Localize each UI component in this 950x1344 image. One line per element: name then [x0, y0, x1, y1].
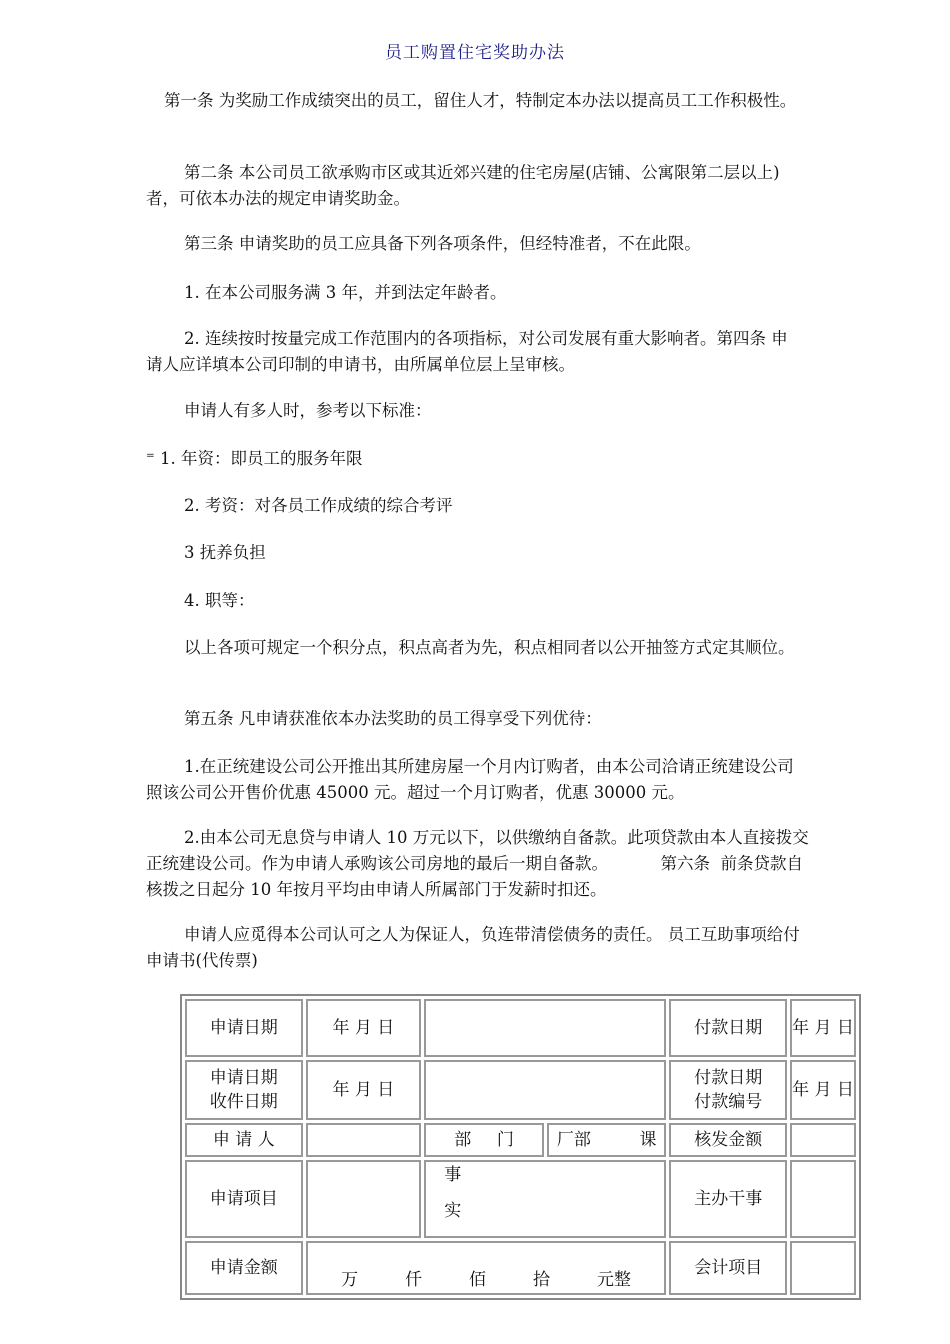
payment-number-label-2: 付款编号: [694, 1092, 763, 1112]
article-2: [146, 160, 898, 212]
condition-2-line-1: 2. 连续按时按量完成工作范围内的各项指标，对公司发展有重大影响者。第四条 申: [184, 329, 788, 348]
application-amount-value[interactable]: [306, 1241, 667, 1295]
article-2-line-2: 者，可依本办法的规定申请奖助金。: [146, 189, 410, 208]
application-form: [180, 994, 861, 1300]
benefit-2: [146, 825, 898, 903]
unit-bai: 佰: [469, 1270, 487, 1290]
article-5: 第五条 凡申请获准依本办法奖助的员工得享受下列优待：: [184, 709, 602, 728]
form-row-amount: [185, 1241, 856, 1295]
receipt-date-label: [185, 1060, 303, 1120]
payment-date-label: 付款日期: [669, 999, 787, 1057]
account-item-value[interactable]: [790, 1241, 856, 1295]
article-1: 第一条 为奖励工作成绩突出的员工，留住人才，特制定本办法以提高员工工作积极性。: [164, 91, 797, 110]
factory-label: 厂部: [556, 1130, 591, 1150]
facts-cell[interactable]: [424, 1160, 666, 1238]
application-amount-label: 申请金额: [185, 1241, 303, 1295]
article-3: 第三条 申请奖助的员工应具备下列各项条件，但经特准者，不在此限。: [184, 234, 701, 253]
benefit-1-line-2: 照该公司公开售价优惠 45000 元。超过一个月订购者，优惠 30000 元。: [146, 783, 685, 802]
facts-char-1: 事: [444, 1165, 462, 1185]
criteria-2: 2. 考资：对各员工作成绩的综合考评: [184, 496, 453, 515]
criteria-note: 以上各项可规定一个积分点，积点高者为先，积点相同者以公开抽签方式定其顺位。: [184, 638, 795, 657]
criteria-intro: 申请人有多人时，参考以下标准：: [184, 401, 432, 420]
section-label: 课: [639, 1130, 657, 1150]
department-char-2: 门: [496, 1130, 514, 1150]
unit-qian: 仟: [405, 1270, 423, 1290]
handler-label: 主办干事: [669, 1160, 787, 1238]
account-item-label: 会计项目: [669, 1241, 787, 1295]
form-row-applicant: [185, 1123, 856, 1157]
approved-amount-value[interactable]: [790, 1123, 856, 1157]
benefit-2-line-2: 正统建设公司。作为申请人承购该公司房地的最后一期自备款。 第六条 前条贷款自: [146, 854, 803, 873]
receipt-date-label-2: 收件日期: [209, 1092, 278, 1112]
criteria-3: 3 抚养负担: [184, 543, 266, 562]
payment-number-value[interactable]: 年 月 日: [790, 1060, 856, 1120]
applicant-value[interactable]: [306, 1123, 422, 1157]
benefit-2-line-1: 2.由本公司无息贷与申请人 10 万元以下，以供缴纳自备款。此项贷款由本人直接拨交: [184, 828, 809, 847]
application-date-blank[interactable]: [424, 999, 666, 1057]
application-date-value[interactable]: 年 月 日: [306, 999, 422, 1057]
application-item-label: 申请项目: [185, 1160, 303, 1238]
criteria-4: 4. 职等：: [184, 591, 255, 610]
receipt-date-label-1: 申请日期: [209, 1068, 278, 1088]
payment-date-value[interactable]: 年 月 日: [790, 999, 856, 1057]
article-2-line-1: 第二条 本公司员工欲承购市区或其近郊兴建的住宅房屋(店铺、公寓限第二层以上): [184, 163, 780, 182]
approved-amount-label: 核发金额: [669, 1123, 787, 1157]
form-row-application-date: [185, 999, 856, 1057]
application-item-value[interactable]: [306, 1160, 422, 1238]
payment-number-label: [669, 1060, 787, 1120]
benefit-1: [146, 754, 898, 806]
department-char-1: 部: [454, 1130, 472, 1150]
criteria-1: ⁼ 1. 年资：即员工的服务年限: [146, 449, 363, 468]
payment-number-label-1: 付款日期: [694, 1068, 763, 1088]
factory-section-cell[interactable]: [547, 1123, 667, 1157]
handler-value[interactable]: [790, 1160, 856, 1238]
facts-char-2: 实: [444, 1201, 462, 1221]
guarantor-clause: [146, 922, 898, 974]
form-row-item: [185, 1160, 856, 1238]
condition-1: 1. 在本公司服务满 3 年，并到法定年龄者。: [184, 283, 507, 302]
unit-wan: 万: [341, 1270, 359, 1290]
benefit-2-line-3: 核拨之日起分 10 年按月平均由申请人所属部门于发薪时扣还。: [146, 880, 607, 899]
form-row-receipt-date: [185, 1060, 856, 1120]
unit-yuanzheng: 元整: [596, 1270, 631, 1290]
guarantor-clause-line-2: 申请书(代传票): [146, 951, 258, 970]
condition-2: [146, 326, 898, 378]
unit-shi: 拾: [533, 1270, 550, 1290]
benefit-1-line-1: 1.在正统建设公司公开推出其所建房屋一个月内订购者，由本公司洽请正统建设公司: [184, 757, 794, 776]
department-cell[interactable]: [424, 1123, 544, 1157]
document-title: 员工购置住宅奖助办法: [385, 43, 565, 63]
guarantor-clause-line-1: 申请人应觅得本公司认可之人为保证人，负连带清偿债务的责任。 员工互助事项给付: [184, 925, 800, 944]
applicant-label: 申 请 人: [185, 1123, 303, 1157]
application-date-label: 申请日期: [185, 999, 303, 1057]
receipt-date-value[interactable]: 年 月 日: [306, 1060, 422, 1120]
condition-2-line-2: 请人应详填本公司印制的申请书，由所属单位层上呈审核。: [146, 355, 575, 374]
receipt-date-blank[interactable]: [424, 1060, 666, 1120]
